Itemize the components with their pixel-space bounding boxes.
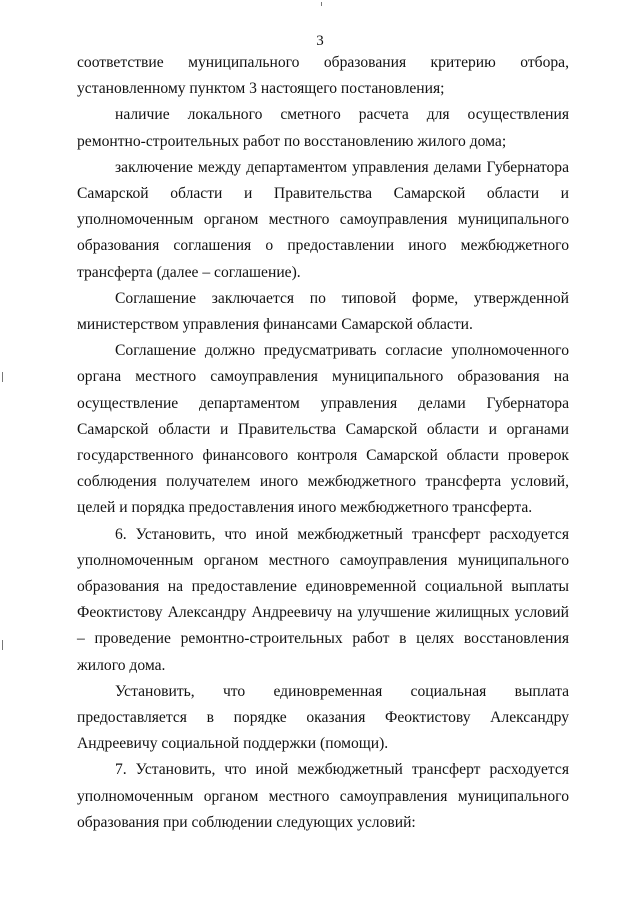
paragraph-agreement-form: Соглашение заключается по типовой форме, утвержденной министерством управления финансами Самарской области. xyxy=(77,289,569,334)
paragraph-payment-procedure: Установить, что единовременная социальная выплата предоставляется в порядке оказания Феоктистову Александру Андреевичу социальной поддержки (помощи). xyxy=(77,682,569,753)
scan-mark xyxy=(2,372,3,382)
scan-mark xyxy=(2,640,3,650)
document-body xyxy=(77,50,569,836)
paragraph-estimate-requirement: наличие локального сметного расчета для осуществления ремонтно-строительных работ по восстановлению жилого дома; xyxy=(77,106,569,150)
paragraph-clause-7: 7. Установить, что иной межбюджетный трансферт расходуется уполномоченным органом местного самоуправления муниципального образования при соблюдении следующих условий: xyxy=(77,761,569,831)
page-number: 3 xyxy=(316,33,324,49)
paragraph-clause-6: 6. Установить, что иной межбюджетный трансферт расходуется уполномоченным органом местного самоуправления муниципального образования на предоставление единовременной социальной выплаты Феоктистову Александру Андреевичу на улучшение жилищных условий – проведение ремонтно-строительных работ в целях восстановления жилого дома. xyxy=(77,525,569,674)
paragraph-selection-criterion: соответствие муниципального образования критерию отбора, установленному пунктом 3 настоящего постановления; xyxy=(77,54,569,98)
scan-mark xyxy=(321,2,322,6)
paragraph-agreement-consent: Соглашение должно предусматривать согласие уполномоченного органа местного самоуправления муниципального образования на осуществление департаментом управления делами Губернатора Самарской области и Правительства Самарской области и органами государственного финансового контроля Самарской области проверок соблюдения получателем иного межбюджетного трансферта условий, целей и порядка предоставления иного межбюджетного трансферта. xyxy=(77,342,569,517)
paragraph-agreement-conclusion: заключение между департаментом управления делами Губернатора Самарской области и Правительства Самарской области и уполномоченным органом местного самоуправления муниципального образования соглашения о предоставлении иного межбюджетного трансферта (далее – соглашение). xyxy=(77,158,569,281)
